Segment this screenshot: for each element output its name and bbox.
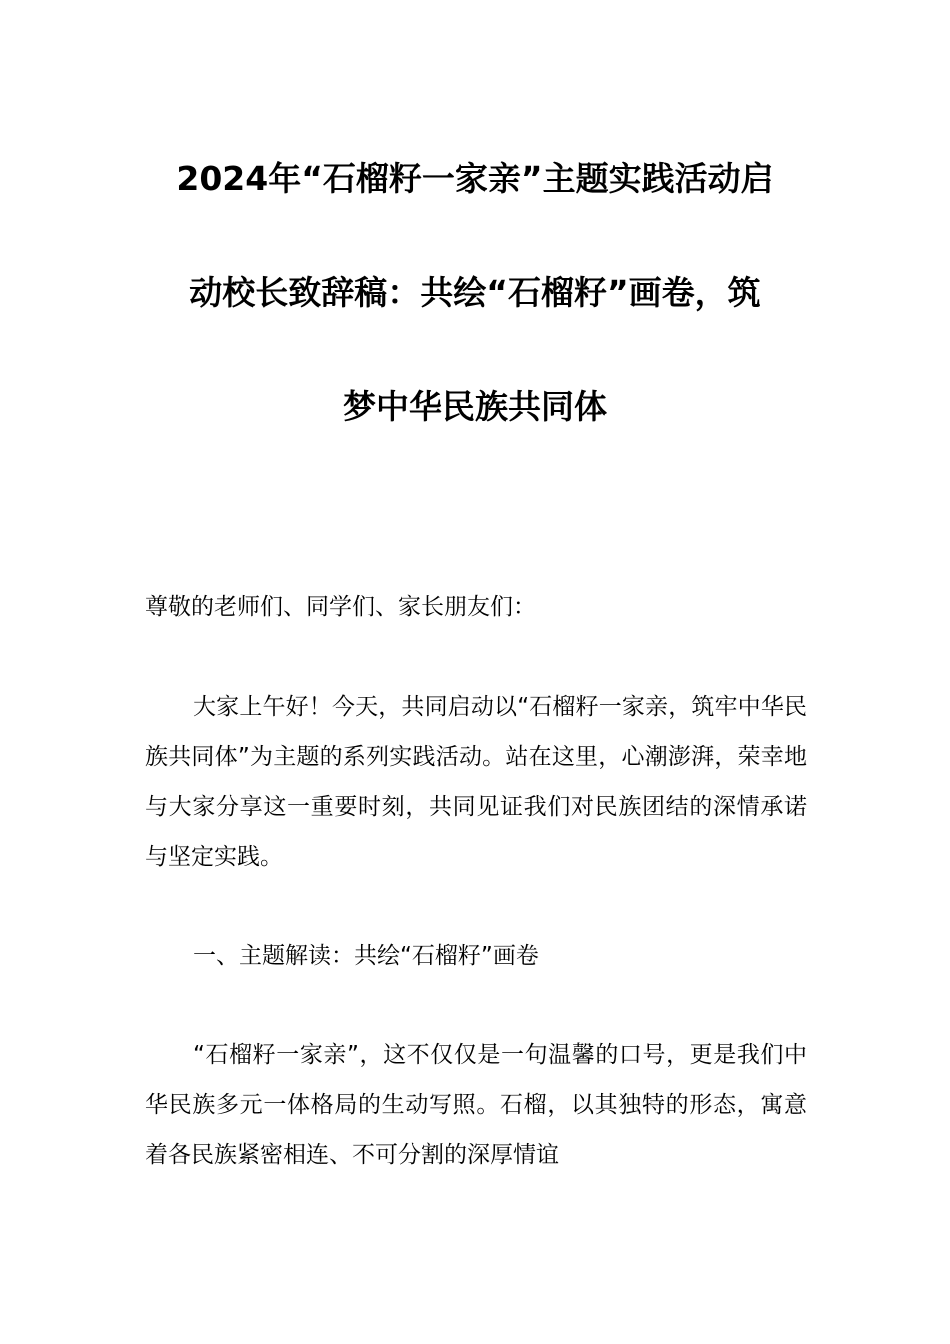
- paragraph-theme: “石榴籽一家亲”，这不仅仅是一句温馨的口号，更是我们中华民族多元一体格局的生动写照。石榴，以其独特的形态，寓意着各民族紧密相连、不可分割的深厚情谊: [145, 1042, 807, 1168]
- title-line-3: 梦中华民族共同体: [343, 387, 607, 426]
- section-heading-theme: 一、主题解读：共绘“石榴籽”画卷: [193, 943, 539, 969]
- title-line-1: 2024年“石榴籽一家亲”主题实践活动启: [176, 159, 774, 198]
- document-title: [120, 150, 830, 492]
- paragraph-opening: 大家上午好！今天，共同启动以“石榴籽一家亲，筑牢中华民族共同体”为主题的系列实践活动。站在这里，心潮澎湃，荣幸地与大家分享这一重要时刻，共同见证我们对民族团结的深情承诺与坚定实践。: [145, 694, 807, 870]
- salutation: 尊敬的老师们、同学们、家长朋友们：: [145, 594, 536, 620]
- document-body: [145, 582, 807, 1180]
- title-line-2: 动校长致辞稿：共绘“石榴籽”画卷，筑: [189, 273, 761, 312]
